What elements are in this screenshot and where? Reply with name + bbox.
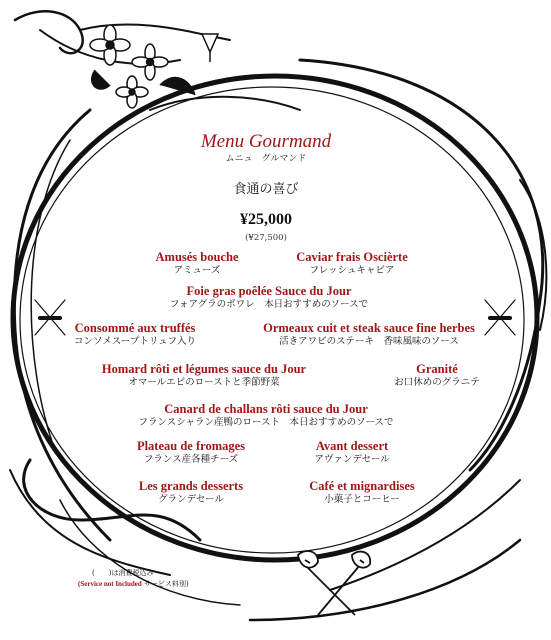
course-name: Les grands desserts bbox=[138, 479, 244, 493]
course-name: Granité bbox=[416, 362, 458, 376]
menu-title-kana: ムニュ グルマンド bbox=[225, 154, 307, 164]
course-desc: アミューズ bbox=[173, 265, 221, 276]
course-name: Foie gras poêlée Sauce du Jour bbox=[186, 284, 352, 298]
course-name: Plateau de fromages bbox=[136, 439, 246, 453]
course-name: Avant dessert bbox=[315, 439, 389, 453]
menu-title: Menu Gourmand bbox=[200, 131, 332, 152]
tax-note bbox=[92, 570, 153, 577]
course-desc: グランデセール bbox=[158, 494, 224, 505]
top-tendril bbox=[15, 11, 83, 53]
course-desc: コンソメスープトリュフ入り bbox=[73, 336, 197, 347]
crossed-forks-ornament bbox=[298, 551, 370, 615]
flower-ornament bbox=[90, 25, 218, 108]
course-name: Caviar frais Oscièrte bbox=[296, 250, 408, 264]
course-desc: 活きアワビのステーキ 香味風味のソース bbox=[279, 336, 459, 347]
tax-note-text: ( )は消費税込み bbox=[92, 569, 154, 577]
service-note-en: (Service not Included bbox=[78, 580, 142, 588]
course-desc: フレッシュキャビア bbox=[309, 265, 395, 276]
menu-price: ¥25,000 bbox=[240, 211, 292, 228]
course-name: Canard de challans rôti sauce du Jour bbox=[164, 402, 368, 416]
course-desc: フランスシャラン産鴨のロースト 本日おすすめのソースで bbox=[138, 417, 394, 428]
service-note-ja: サービス料別) bbox=[144, 580, 189, 588]
course-desc: 小菓子とコーヒー bbox=[324, 494, 400, 505]
course-desc: お口休めのグラニテ bbox=[394, 377, 480, 388]
service-note bbox=[78, 581, 189, 588]
course-desc: アヴァンデセール bbox=[314, 454, 390, 465]
course-name: Consommé aux truffés bbox=[74, 321, 196, 335]
course-desc: フランス産各種チーズ bbox=[143, 454, 239, 465]
course-name: Amusés bouche bbox=[155, 250, 239, 264]
course-name: Homard rôti et légumes sauce du Jour bbox=[101, 362, 307, 376]
course-desc: フォアグラのポワレ 本日おすすめのソースで bbox=[169, 299, 369, 310]
menu-subtitle: 食通の喜び bbox=[233, 182, 299, 197]
course-desc: オマールエビのローストと季節野菜 bbox=[128, 377, 280, 388]
menu-price-with-tax: (¥27,500) bbox=[245, 233, 287, 243]
course-name: Ormeaux cuit et steak sauce fine herbes bbox=[263, 321, 475, 335]
course-name: Café et mignardises bbox=[309, 479, 415, 493]
